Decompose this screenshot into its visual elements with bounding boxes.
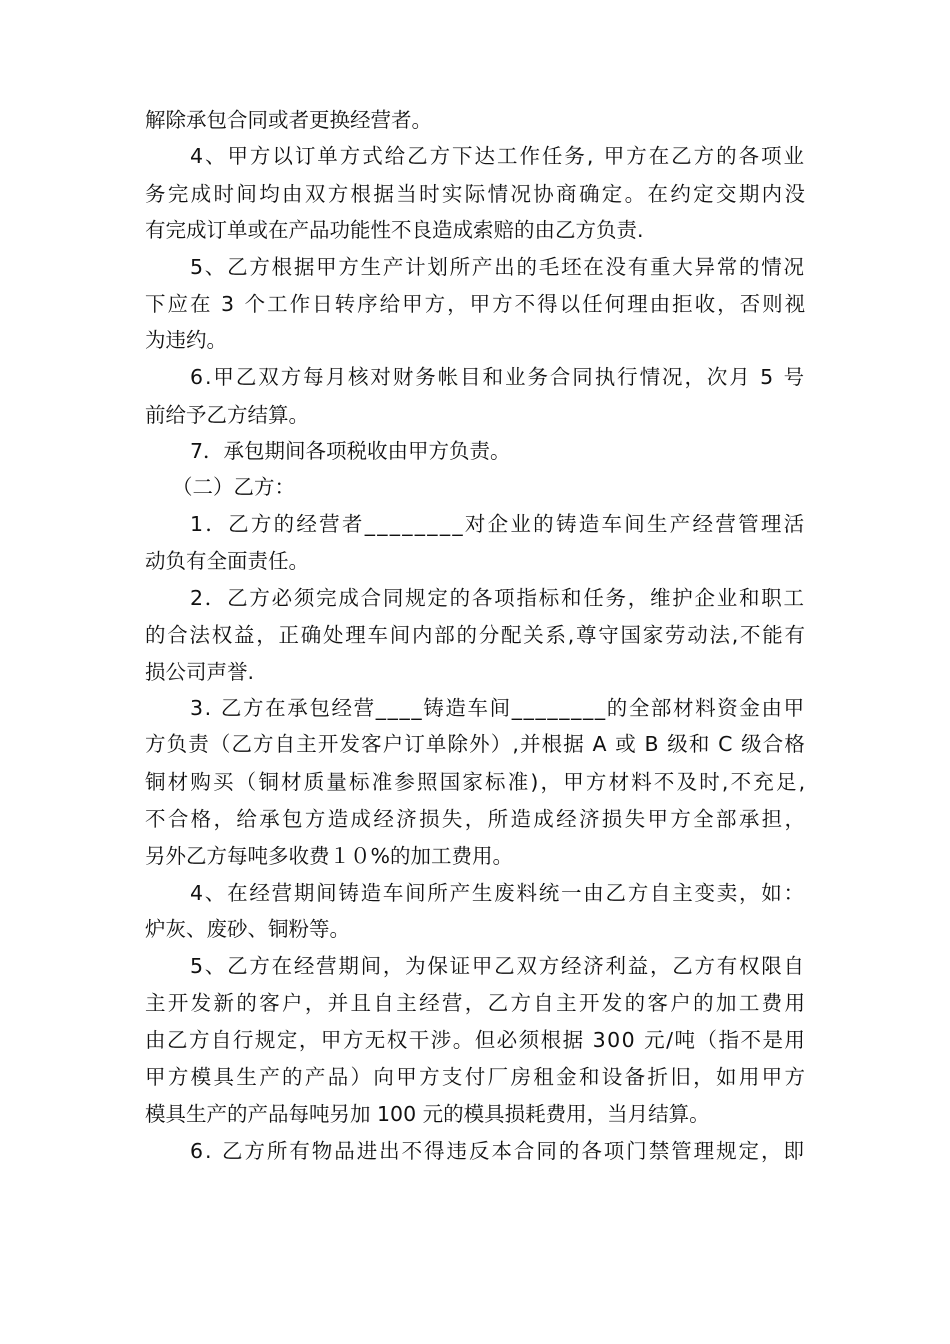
paragraph-line: 动负有全面责任。 — [145, 549, 309, 573]
paragraph-line: 6.甲乙双方每月核对财务帐目和业务合同执行情况，次月 5 号 — [190, 365, 807, 389]
paragraph-line: 7．承包期间各项税收由甲方负责。 — [190, 439, 511, 463]
paragraph-line: （二）乙方： — [172, 475, 295, 499]
paragraph-line: 5、乙方在经营期间，为保证甲乙双方经济利益，乙方有权限自 — [190, 954, 806, 978]
paragraph-line: 损公司声誉. — [145, 660, 255, 684]
paragraph-line: 3. 乙方在承包经营____铸造车间________的全部材料资金由甲 — [190, 696, 806, 720]
paragraph-line: 铜材购买（铜材质量标准参照国家标准)，甲方材料不及时,不充足, — [145, 770, 808, 794]
paragraph-line: 主开发新的客户，并且自主经营，乙方自主开发的客户的加工费用 — [145, 991, 808, 1015]
paragraph-line: 有完成订单或在产品功能性不良造成索赔的由乙方负责. — [145, 218, 644, 242]
paragraph-line: 解除承包合同或者更换经营者。 — [145, 108, 432, 132]
paragraph-line: 前给予乙方结算。 — [145, 403, 309, 427]
paragraph-line: 2．乙方必须完成合同规定的各项指标和任务，维护企业和职工 — [190, 586, 806, 610]
paragraph-line: 为违约。 — [145, 328, 227, 352]
paragraph-line: 方负责（乙方自主开发客户订单除外）,并根据 A 或 B 级和 C 级合格 — [145, 732, 806, 756]
paragraph-line: 1．乙方的经营者________对企业的铸造车间生产经营管理活 — [190, 512, 807, 536]
paragraph-line: 4、在经营期间铸造车间所产生废料统一由乙方自主变卖，如： — [190, 881, 806, 905]
paragraph-line: 模具生产的产品每吨另加 100 元的模具损耗费用，当月结算。 — [145, 1102, 710, 1126]
paragraph-line: 4、甲方以订单方式给乙方下达工作任务, 甲方在乙方的各项业 — [190, 144, 806, 168]
paragraph-line: 炉灰、废砂、铜粉等。 — [145, 917, 350, 941]
paragraph-line: 由乙方自行规定，甲方无权干涉。但必须根据 300 元/吨（指不是用 — [145, 1028, 807, 1052]
paragraph-line: 的合法权益，正确处理车间内部的分配关系,尊守国家劳动法,不能有 — [145, 623, 807, 647]
paragraph-line: 6. 乙方所有物品进出不得违反本合同的各项门禁管理规定，即 — [190, 1139, 806, 1163]
paragraph-line: 务完成时间均由双方根据当时实际情况协商确定。在约定交期内没 — [145, 182, 808, 206]
paragraph-line: 下应在 3 个工作日转序给甲方，甲方不得以任何理由拒收，否则视 — [145, 292, 808, 316]
paragraph-line: 不合格，给承包方造成经济损失，所造成经济损失甲方全部承担， — [145, 807, 808, 831]
paragraph-line: 5、乙方根据甲方生产计划所产出的毛坯在没有重大异常的情况 — [190, 255, 806, 279]
paragraph-line: 另外乙方每吨多收费１０%的加工费用。 — [145, 844, 513, 868]
paragraph-line: 甲方模具生产的产品）向甲方支付厂房租金和设备折旧，如用甲方 — [145, 1065, 808, 1089]
